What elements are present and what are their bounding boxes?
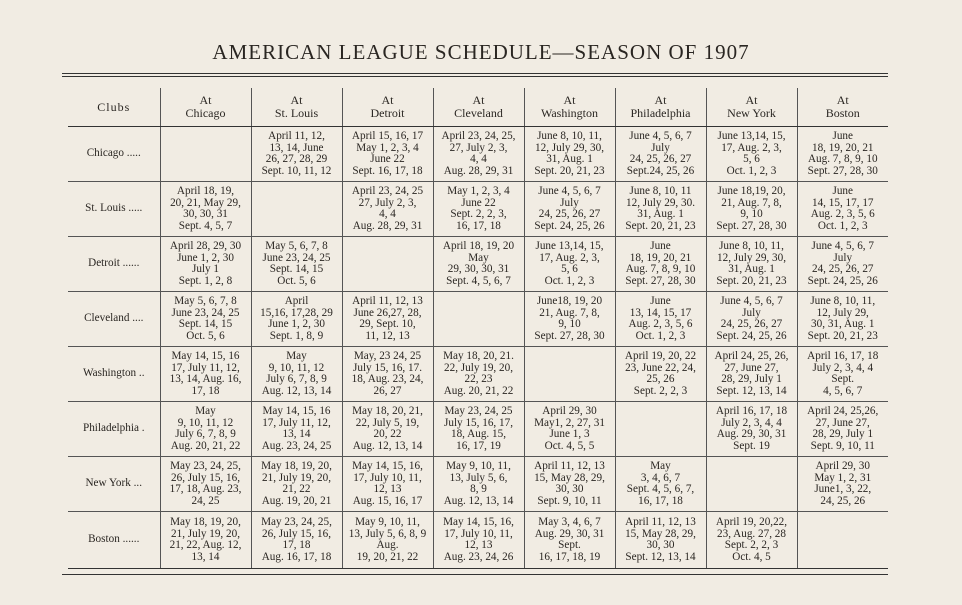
schedule-cell: June 4, 5, 6, 7 July 24, 25, 26, 27 Sept. 24, 25, 26 xyxy=(706,292,797,347)
schedule-cell: May 5, 6, 7, 8 June 23, 24, 25 Sept. 14, 15 Oct. 5, 6 xyxy=(160,292,251,347)
schedule-cell: April 24, 25, 26, 27, June 27, 28, 29, July 1 Sept. 12, 13, 14 xyxy=(706,347,797,402)
empty-cell xyxy=(524,347,615,402)
schedule-cell: June 13, 14, 15, 17 Aug. 2, 3, 5, 6 Oct. 1, 2, 3 xyxy=(615,292,706,347)
column-header-detroit: At Detroit xyxy=(342,88,433,127)
table-row xyxy=(68,182,888,237)
column-header-cleveland: At Cleveland xyxy=(433,88,524,127)
column-header-washington: At Washington xyxy=(524,88,615,127)
bottom-rule xyxy=(62,574,888,575)
schedule-cell: May 14, 15, 16 17, July 11, 12, 13, 14, Aug. 16, 17, 18 xyxy=(160,347,251,402)
empty-cell xyxy=(342,237,433,292)
schedule-cell: May, 23 24, 25 July 15, 16, 17. 18, Aug. 23, 24, 26, 27 xyxy=(342,347,433,402)
schedule-cell: April 15,16, 17,28, 29 June 1, 2, 30 Sept. 1, 8, 9 xyxy=(251,292,342,347)
schedule-cell: April 29, 30 May1, 2, 27, 31 June 1, 3 Oct. 4, 5, 5 xyxy=(524,402,615,457)
schedule-cell: April 15, 16, 17 May 1, 2, 3, 4 June 22 Sept. 16, 17, 18 xyxy=(342,127,433,182)
schedule-cell: June 18,19, 20, 21, Aug. 7, 8, 9, 10 Sept. 27, 28, 30 xyxy=(706,182,797,237)
schedule-cell: June 4, 5, 6, 7 July 24, 25, 26, 27 Sept.24, 25, 26 xyxy=(615,127,706,182)
empty-cell xyxy=(615,402,706,457)
schedule-cell: May 9, 10, 11, 12 July 6, 7, 8, 9 Aug. 20, 21, 22 xyxy=(160,402,251,457)
schedule-cell: May 9, 10, 11, 12 July 6, 7, 8, 9 Aug. 12, 13, 14 xyxy=(251,347,342,402)
schedule-cell: May 14, 15, 16, 17, July 10, 11, 12, 13 Aug. 15, 16, 17 xyxy=(342,457,433,512)
table-row xyxy=(68,512,888,569)
club-name: Boston ...... xyxy=(68,512,160,569)
schedule-cell: April 11, 12, 13, 14, June 26, 27, 28, 29 Sept. 10, 11, 12 xyxy=(251,127,342,182)
schedule-cell: June 8, 10, 11, 12, July 29, 30, 31, Aug. 1 Sept. 20, 21, 23 xyxy=(524,127,615,182)
schedule-cell: June 18, 19, 20, 21 Aug. 7, 8, 9, 10 Sept. 27, 28, 30 xyxy=(797,127,888,182)
schedule-cell: May 14, 15, 16, 17, July 10, 11, 12, 13 Aug. 23, 24, 26 xyxy=(433,512,524,569)
schedule-cell: May 23, 24, 25, 26, July 15, 16, 17, 18 Aug. 16, 17, 18 xyxy=(251,512,342,569)
column-header-chicago: At Chicago xyxy=(160,88,251,127)
club-name: St. Louis ..... xyxy=(68,182,160,237)
schedule-cell: June 4, 5, 6, 7 July 24, 25, 26, 27 Sept. 24, 25, 26 xyxy=(797,237,888,292)
club-name: Philadelphia . xyxy=(68,402,160,457)
club-name: Detroit ...... xyxy=(68,237,160,292)
schedule-cell: May 18, 19, 20, 21, July 19, 20, 21, 22, Aug. 12, 13, 14 xyxy=(160,512,251,569)
column-header-philadelphia: At Philadelphia xyxy=(615,88,706,127)
schedule-cell: April 24, 25,26, 27, June 27, 28, 29, July 1 Sept. 9, 10, 11 xyxy=(797,402,888,457)
header-row xyxy=(68,88,888,127)
schedule-cell: May 18, 19, 20, 21, July 19, 20, 21, 22 Aug. 19, 20, 21 xyxy=(251,457,342,512)
schedule-cell: June 14, 15, 17, 17 Aug. 2, 3, 5, 6 Oct. 1, 2, 3 xyxy=(797,182,888,237)
page-title: AMERICAN LEAGUE SCHEDULE—SEASON OF 1907 xyxy=(212,40,750,64)
schedule-cell: May 23, 24, 25, 26, July 15, 16, 17, 18, Aug. 23, 24, 25 xyxy=(160,457,251,512)
empty-cell xyxy=(706,457,797,512)
schedule-cell: June 8, 10, 11 12, July 29, 30. 31, Aug. 1 Sept. 20, 21, 23 xyxy=(615,182,706,237)
schedule-cell: April 29, 30 May 1, 2, 31 June1, 3, 22, 24, 25, 26 xyxy=(797,457,888,512)
schedule-cell: April 19, 20,22, 23, Aug. 27, 28 Sept. 2, 2, 3 Oct. 4, 5 xyxy=(706,512,797,569)
schedule-cell: June 18, 19, 20, 21 Aug. 7, 8, 9, 10 Sept. 27, 28, 30 xyxy=(615,237,706,292)
empty-cell xyxy=(433,292,524,347)
schedule-cell: May 23, 24, 25 July 15, 16, 17, 18, Aug. 15, 16, 17, 19 xyxy=(433,402,524,457)
schedule-cell: April 18, 19, 20 May 29, 30, 30, 31 Sept. 4, 5, 6, 7 xyxy=(433,237,524,292)
schedule-cell: June18, 19, 20 21, Aug. 7, 8, 9, 10 Sept. 27, 28, 30 xyxy=(524,292,615,347)
schedule-cell: June 13,14, 15, 17, Aug. 2, 3, 5, 6 Oct. 1, 2, 3 xyxy=(524,237,615,292)
table-row xyxy=(68,457,888,512)
schedule-cell: May 18, 20, 21, 22, July 5, 19, 20, 22 Aug. 12, 13, 14 xyxy=(342,402,433,457)
column-header-new-york: At New York xyxy=(706,88,797,127)
schedule-cell: April 16, 17, 18 July 2, 3, 4, 4 Aug. 29, 30, 31 Sept. 19 xyxy=(706,402,797,457)
table-row xyxy=(68,292,888,347)
schedule-cell: April 11, 12, 13 June 26,27, 28, 29, Sept. 10, 11, 12, 13 xyxy=(342,292,433,347)
schedule-cell: May 3, 4, 6, 7 Sept. 4, 5, 6, 7, 16, 17, 18 xyxy=(615,457,706,512)
schedule-cell: May 18, 20, 21. 22, July 19, 20, 22, 23 Aug. 20, 21, 22 xyxy=(433,347,524,402)
schedule-table xyxy=(68,88,888,569)
column-header-st-louis: At St. Louis xyxy=(251,88,342,127)
club-name: Cleveland .... xyxy=(68,292,160,347)
empty-cell xyxy=(160,127,251,182)
table-row xyxy=(68,237,888,292)
schedule-cell: June 4, 5, 6, 7 July 24, 25, 26, 27 Sept. 24, 25, 26 xyxy=(524,182,615,237)
column-header-clubs: Clubs xyxy=(68,88,160,127)
top-rule-2 xyxy=(62,76,888,77)
schedule-cell: May 14, 15, 16 17, July 11, 12, 13, 14 Aug. 23, 24, 25 xyxy=(251,402,342,457)
schedule-cell: April 23, 24, 25, 27, July 2, 3, 4, 4 Aug. 28, 29, 31 xyxy=(433,127,524,182)
table-row xyxy=(68,347,888,402)
schedule-cell: April 19, 20, 22 23, June 22, 24, 25, 26 Sept. 2, 2, 3 xyxy=(615,347,706,402)
schedule-cell: April 18, 19, 20, 21, May 29, 30, 30, 31 Sept. 4, 5, 7 xyxy=(160,182,251,237)
schedule-cell: May 1, 2, 3, 4 June 22 Sept. 2, 2, 3, 16, 17, 18 xyxy=(433,182,524,237)
club-name: Washington .. xyxy=(68,347,160,402)
schedule-cell: May 3, 4, 6, 7 Aug. 29, 30, 31 Sept. 16, 17, 18, 19 xyxy=(524,512,615,569)
schedule-cell: May 5, 6, 7, 8 June 23, 24, 25 Sept. 14, 15 Oct. 5, 6 xyxy=(251,237,342,292)
schedule-cell: June 8, 10, 11, 12, July 29, 30, 31, Aug. 1 Sept. 20, 21, 23 xyxy=(706,237,797,292)
schedule-cell: May 9, 10, 11, 13, July 5, 6, 8, 9 Aug. 19, 20, 21, 22 xyxy=(342,512,433,569)
schedule-cell: May 9, 10, 11, 13, July 5, 6, 8, 9 Aug. 12, 13, 14 xyxy=(433,457,524,512)
schedule-cell: June 13,14, 15, 17, Aug. 2, 3, 5, 6 Oct. 1, 2, 3 xyxy=(706,127,797,182)
schedule-cell: April 23, 24, 25 27, July 2, 3, 4, 4 Aug. 28, 29, 31 xyxy=(342,182,433,237)
top-rule xyxy=(62,73,888,74)
schedule-cell: April 11, 12, 13 15, May 28, 29, 30, 30 Sept. 12, 13, 14 xyxy=(615,512,706,569)
empty-cell xyxy=(251,182,342,237)
club-name: Chicago ..... xyxy=(68,127,160,182)
club-name: New York ... xyxy=(68,457,160,512)
schedule-cell: April 28, 29, 30 June 1, 2, 30 July 1 Sept. 1, 2, 8 xyxy=(160,237,251,292)
empty-cell xyxy=(797,512,888,569)
table-row xyxy=(68,127,888,182)
schedule-cell: June 8, 10, 11, 12, July 29, 30, 31, Aug. 1 Sept. 20, 21, 23 xyxy=(797,292,888,347)
column-header-boston: At Boston xyxy=(797,88,888,127)
table-row xyxy=(68,402,888,457)
schedule-cell: April 16, 17, 18 July 2, 3, 4, 4 Sept. 4, 5, 6, 7 xyxy=(797,347,888,402)
schedule-cell: April 11, 12, 13 15, May 28, 29, 30, 30 Sept. 9, 10, 11 xyxy=(524,457,615,512)
schedule-body xyxy=(68,127,888,569)
